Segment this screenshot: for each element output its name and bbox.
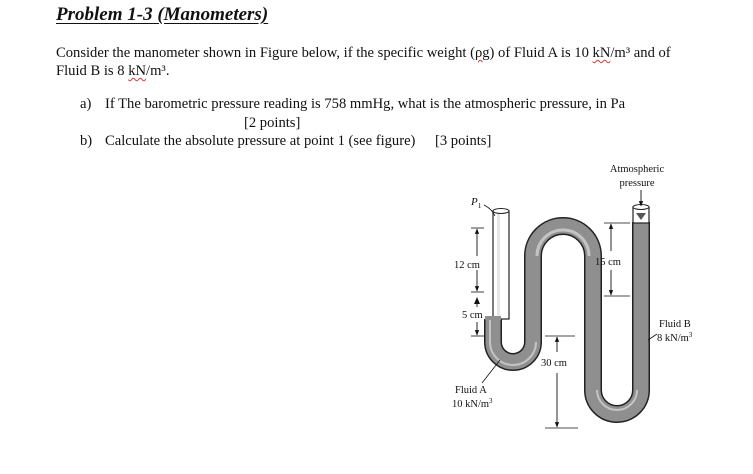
atm-label-2: pressure bbox=[619, 178, 655, 189]
fluid-b-label bbox=[648, 319, 693, 344]
intro-line-1: Consider the manometer shown in Figure below, if the specific weight (ρg) of Fluid A is 10 kN/m³ and of bbox=[56, 45, 671, 61]
question-b-marker: b) bbox=[80, 133, 93, 149]
svg-text:Fluid B: Fluid B bbox=[659, 319, 691, 330]
question-b-text: Calculate the absolute pressure at point 1 (see figure) bbox=[105, 133, 416, 149]
dim-12cm bbox=[454, 228, 484, 292]
question-a-points: [2 points] bbox=[244, 115, 301, 131]
question-a-text: If The barometric pressure reading is 758 mmHg, what is the atmospheric pressure, in Pa bbox=[105, 96, 626, 112]
rho-g-symbol: ρg bbox=[474, 45, 490, 61]
svg-text:5 cm: 5 cm bbox=[462, 310, 483, 321]
svg-text:15 cm: 15 cm bbox=[595, 257, 621, 268]
dim-5cm bbox=[462, 297, 484, 336]
left-limb bbox=[493, 209, 509, 320]
intro-line-2: Fluid B is 8 kN/m³. bbox=[56, 63, 170, 79]
atm-label-1: Atmospheric bbox=[609, 164, 665, 175]
svg-text:10 kN/m3: 10 $kN/m^3$ bbox=[452, 397, 493, 410]
svg-text:12 cm: 12 cm bbox=[454, 260, 480, 271]
question-b-points: [3 points] bbox=[435, 133, 492, 149]
svg-text:Fluid A: Fluid A bbox=[455, 385, 487, 396]
p1-label: $P_1$ bbox=[471, 196, 482, 210]
page-title: Problem 1-3 (Manometers) bbox=[56, 4, 269, 25]
dim-30cm bbox=[541, 336, 578, 428]
unit-kn: kN bbox=[592, 45, 611, 61]
fluid-a-label bbox=[452, 360, 500, 410]
unit-kn: kN bbox=[128, 63, 147, 79]
svg-text:8 kN/m3: 8 $kN/m^3$ bbox=[657, 331, 693, 344]
svg-text:30 cm: 30 cm bbox=[541, 358, 567, 369]
question-a-marker: a) bbox=[80, 96, 92, 112]
